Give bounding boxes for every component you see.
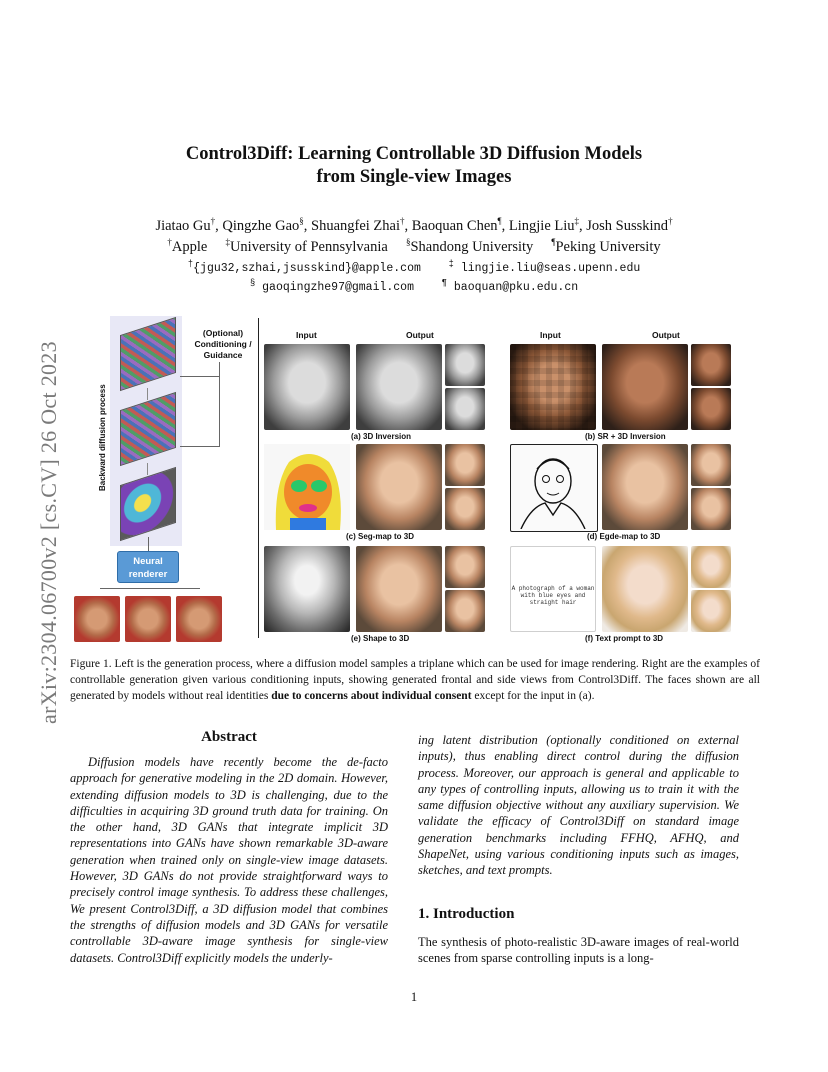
panel-a-output-side (445, 388, 485, 430)
author: Lingjie Liu‡ (508, 216, 580, 234)
conditioning-arrow (219, 362, 220, 446)
rendered-view-front (125, 596, 171, 642)
panel-e-input (264, 546, 350, 632)
panel-e-output-front (356, 546, 442, 632)
panel-e-output-side (445, 590, 485, 632)
segmentation-map (264, 444, 350, 530)
author-list: Jiatao Gu†, Qingzhe Gao§, Shuangfei Zhai†, Baoquan Chen¶, Lingjie Liu‡, Josh Susskind† (155, 216, 673, 234)
abstract-heading: Abstract (201, 729, 257, 745)
panel-d-label: (d) Egde-map to 3D (587, 532, 661, 541)
edge-map (511, 445, 595, 529)
output-header: Output (406, 330, 434, 340)
affiliation: ‡University of Pennsylvania (225, 237, 388, 255)
panel-b-input (510, 344, 596, 430)
email-line-1: †{jgu32,szhai,jsusskind}@apple.com ‡ lingjie.liu@seas.upenn.edu (187, 259, 641, 275)
figure-divider (258, 318, 259, 638)
panel-d-output-side (691, 444, 731, 486)
panel-b-label: (b) SR + 3D Inversion (585, 432, 666, 441)
panel-a-input (264, 344, 350, 430)
email-pku[interactable]: baoquan@pku.edu.cn (453, 281, 579, 294)
panel-b-output-front (602, 344, 688, 430)
title-line-2: from Single-view Images (316, 167, 512, 187)
paper-title (0, 143, 828, 189)
email-upenn[interactable]: lingjie.liu@seas.upenn.edu (460, 262, 641, 275)
figure-caption: Figure 1. Left is the generation process, where a diffusion model samples a triplane which can be used for image rendering. Right are the examples of controllable generation given various conditioning inputs, showing generated frontal and side views from Control3Diff. The faces shown are all generated by models without real identities due to concerns about individual consent except for the input in (a). (70, 658, 760, 702)
affiliation-list (0, 237, 828, 257)
backward-process-label: Backward diffusion process (98, 384, 107, 491)
title-line-1: Control3Diff: Learning Controllable 3D Diffusion Models (185, 144, 643, 164)
input-header: Input (540, 330, 561, 340)
intro-paragraph: The synthesis of photo-realistic 3D-aware images of real-world scenes from sparse controlling inputs is a long- (418, 935, 739, 966)
author: Jiatao Gu† (155, 216, 216, 234)
panel-c-input (264, 444, 350, 530)
output-header: Output (652, 330, 680, 340)
panel-a-output-side (445, 344, 485, 386)
arrow-to-renderer (148, 537, 149, 551)
panel-f-output-side (691, 546, 731, 588)
panel-e-label: (e) Shape to 3D (351, 634, 410, 643)
figure-1 (70, 316, 760, 646)
panel-f-output-side (691, 590, 731, 632)
author: Baoquan Chen¶ (411, 216, 502, 234)
rendered-view-right (176, 596, 222, 642)
email-apple[interactable]: {jgu32,szhai,jsusskind}@apple.com (193, 262, 421, 275)
panel-a-label: (a) 3D Inversion (351, 432, 412, 441)
neural-renderer-box: Neural renderer (117, 551, 179, 583)
rendered-view-left (74, 596, 120, 642)
author: Qingzhe Gao§ (222, 216, 304, 234)
caption-emphasis: due to concerns about individual consent (271, 690, 472, 702)
arxiv-stamp: arXiv:2304.06700v2 [cs.CV] 26 Oct 2023 (36, 341, 61, 724)
panel-f-input (510, 546, 596, 632)
dots-connector (147, 463, 148, 475)
affiliation: ¶Peking University (551, 237, 661, 255)
renderer-output-arrow (100, 588, 200, 589)
panel-c-output-front (356, 444, 442, 530)
dots-connector (147, 388, 148, 400)
text-prompt: A photograph of a woman with blue eyes and straight hair (511, 585, 595, 606)
panel-c-label: (c) Seg-map to 3D (346, 532, 415, 541)
abstract-col2: ing latent distribution (optionally conditioned on external inputs), thus enabling direct control during the diffusion process. Moreover, our approach is general and applicable to any types of controlling inputs, allowing us to train it with the same diffusion objective without any auxiliary supervision. We validate the efficacy of Control3Diff on standard image generation benchmarks including FFHQ, AFHQ, and ShapeNet, using various conditioning inputs such as images, sketches, and text prompts. (418, 733, 739, 878)
panel-d-output-front (602, 444, 688, 530)
email-sdu[interactable]: gaoqingzhe97@gmail.com (262, 281, 414, 294)
conditioning-label: (Optional) Conditioning / Guidance (194, 328, 252, 360)
panel-c-output-side (445, 488, 485, 530)
panel-c-output-side (445, 444, 485, 486)
conditioning-arrow (180, 376, 220, 377)
abstract-col1: Diffusion models have recently become the de-facto approach for generative modeling in the 2D domain. However, extending diffusion models to 3D is challenging, due to the difficulties in acquiring 3D ground truth data for training. On the other hand, 3D GANs that integrate implicit 3D representations into GANs have shown remarkable 3D-aware generation when trained only on single-view image datasets. However, 3D GANs do not provide straightforward ways to precisely control image synthesis. To address these challenges, We present Control3Diff, a 3D diffusion model that combines the strengths of diffusion models and 3D GANs for versatile controllable 3D-aware image synthesis for single-view datasets. Control3Diff explicitly models the underly- (70, 755, 388, 965)
panel-d-input (510, 444, 598, 532)
author: Shuangfei Zhai† (311, 216, 405, 234)
input-header: Input (296, 330, 317, 340)
panel-b-output-side (691, 344, 731, 386)
intro-heading: 1. Introduction (418, 906, 515, 922)
email-line-2: § gaoqingzhe97@gmail.com ¶ baoquan@pku.edu.cn (249, 278, 579, 294)
page-number: 1 (410, 990, 418, 1004)
panel-a-output-front (356, 344, 442, 430)
panel-f-output-front (602, 546, 688, 632)
affiliation: †Apple (167, 237, 208, 255)
panel-f-label: (f) Text prompt to 3D (585, 634, 664, 643)
panel-d-output-side (691, 488, 731, 530)
panel-e-output-side (445, 546, 485, 588)
panel-b-output-side (691, 388, 731, 430)
conditioning-arrow (180, 446, 220, 447)
author: Josh Susskind† (586, 216, 673, 234)
affiliation: §Shandong University (405, 237, 534, 255)
